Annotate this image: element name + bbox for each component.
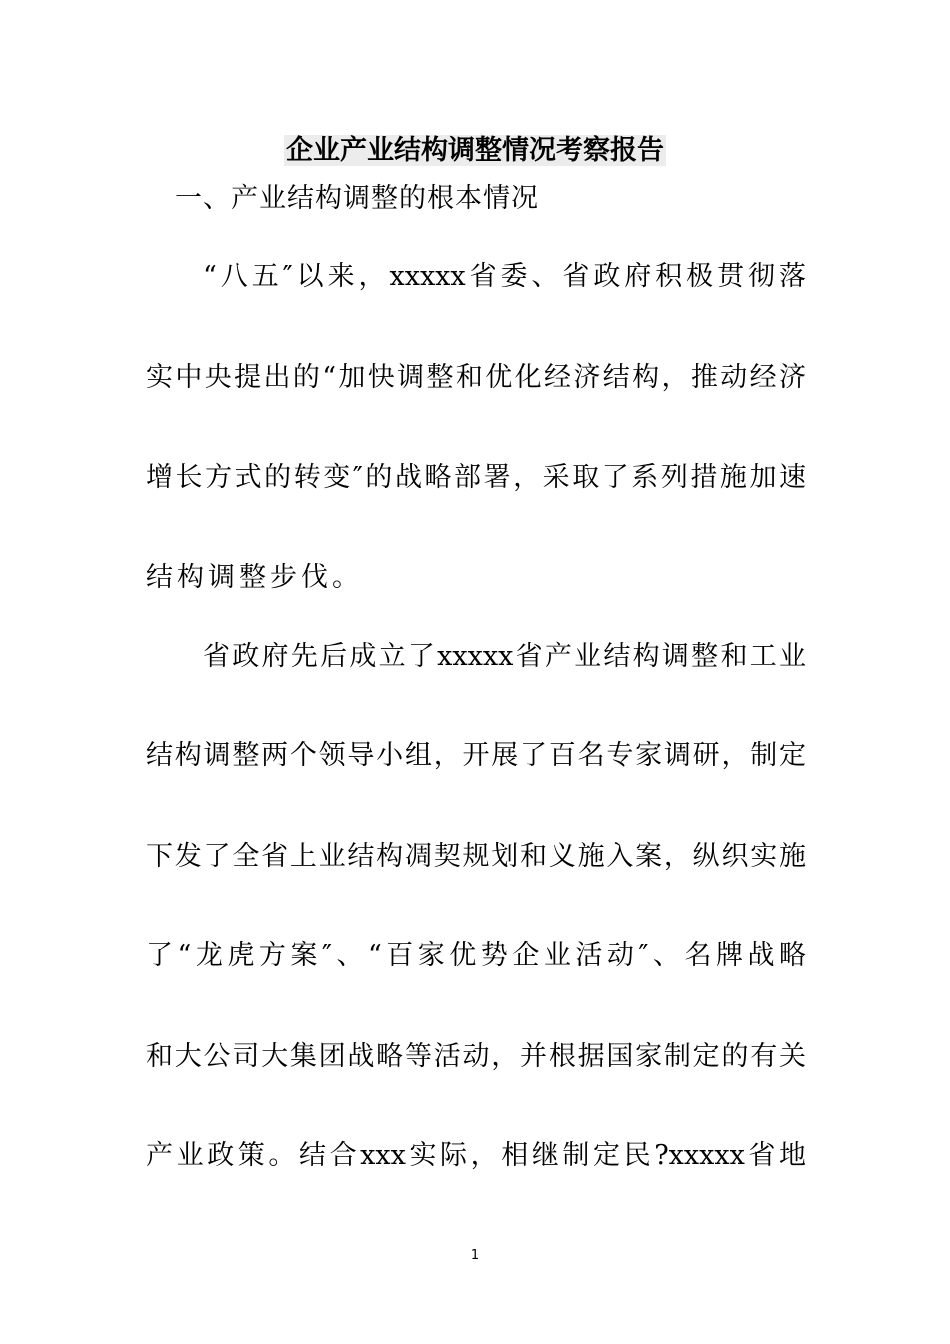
section-heading: 一、产业结构调整的根本情况	[175, 183, 539, 214]
paragraph-1-line-2: 实中央提出的“加快调整和优化经济结构，推动经济	[146, 362, 806, 393]
page-title-text: 企业产业结构调整情况考察报告	[286, 135, 664, 166]
paragraph-2-line-4: 了“龙虎方案″、“百家优势企业活动″、名牌战略	[146, 940, 806, 971]
paragraph-2-line-6: 产业政策。结合xxx实际，相继制定民?xxxxx省地	[146, 1140, 806, 1171]
paragraph-2-line-3: 下发了全省上业结构凋契规划和义施入案，纵织实施	[146, 841, 806, 872]
page-number: 1	[470, 1248, 480, 1263]
paragraph-1-line-4: 结构调整步伐。	[146, 562, 363, 593]
paragraph-2-line-5: 和大公司大集团战略等活动，并根据国家制定的有关	[146, 1041, 806, 1072]
paragraph-2-line-2: 结构调整两个领导小组，开展了百名专家调研，制定	[146, 740, 806, 771]
paragraph-2-line-1: 省政府先后成立了xxxxx省产业结构调整和工业	[203, 641, 806, 672]
page-title	[0, 128, 950, 174]
paragraph-1-line-3: 增长方式的转变″的战略部署，采取了系列措施加速	[146, 462, 806, 493]
paragraph-1-line-1: “八五″以来，xxxxx省委、省政府积极贯彻落	[203, 261, 806, 292]
